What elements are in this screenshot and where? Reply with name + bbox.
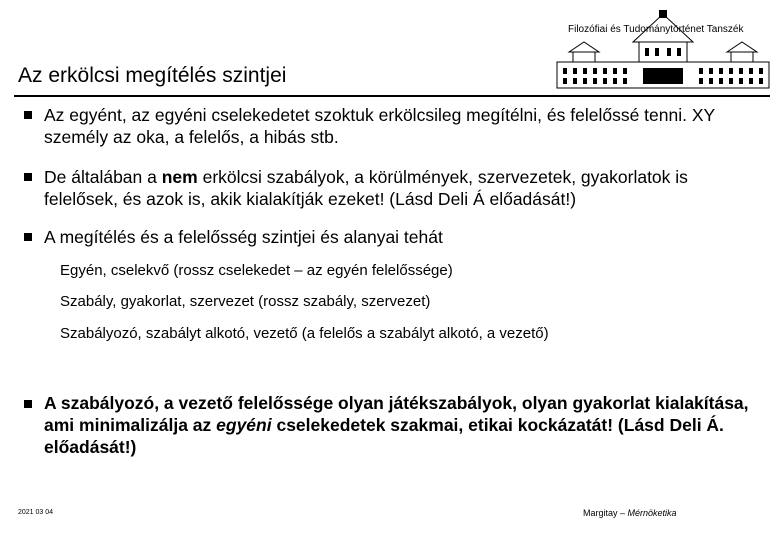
sub-item: Egyén, cselekvő (rossz cselekedet – az egyén felelőssége) [60, 262, 453, 279]
sub-item: Szabály, gyakorlat, szervezet (rossz szabály, szervezet) [60, 293, 431, 310]
university-building-logo [553, 10, 773, 90]
slide-title: Az erkölcsi megítélés szintjei [18, 64, 287, 87]
emphasis-bold: nem [161, 167, 198, 187]
bullet-text: A megítélés és a felelősség szintjei és alanyai tehát [44, 227, 443, 247]
bullet-text: Az egyént, az egyéni cselekedetet szoktuk erkölcsileg megítélni, és felelőssé tenni. XY személy az oka, a felelős, a hibás stb. [44, 105, 715, 147]
title-divider [14, 95, 770, 97]
footer-course: Mérnöketika [627, 508, 677, 518]
emphasis-italic: egyéni [216, 415, 272, 435]
bullet-square-icon [24, 111, 32, 119]
footer-credit: Margitay – Mérnöketika [583, 508, 677, 518]
footer-date: 2021 03 04 [18, 509, 54, 516]
bullet-text: A szabályozó, a vezető felelőssége olyan játékszabályok, olyan gyakorlat kialakítása, ami minimalizálja az egyéni cselekedetek szakmai, etikai kockázatát! (Lásd Deli Á. előadását!) [44, 393, 749, 457]
bullet-text: De általában a nem erkölcsi szabályok, a körülmények, szervezetek, gyakorlatok is felelősek, és azok is, akik kialakítják ezeket! (Lásd Deli Á előadását!) [44, 167, 688, 209]
bullet-square-icon [24, 233, 32, 241]
logo-caption: Filozófiai és Tudománytörténet Tanszék [568, 24, 744, 35]
bullet-square-icon [24, 400, 32, 408]
sub-item: Szabályozó, szabályt alkotó, vezető (a felelős a szabályt alkotó, a vezető) [60, 325, 549, 342]
bullet-square-icon [24, 173, 32, 181]
